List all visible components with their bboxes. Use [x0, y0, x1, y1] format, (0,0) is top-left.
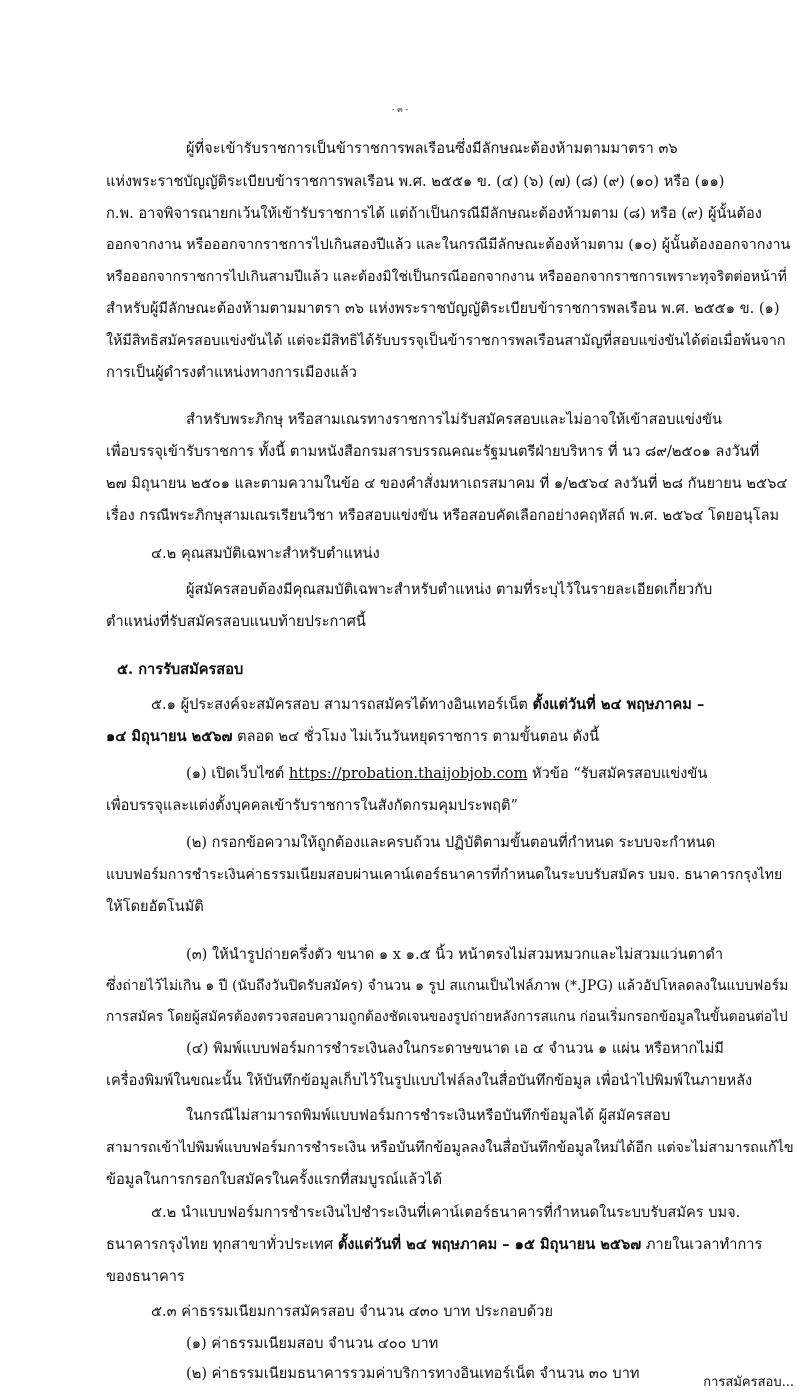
text-run: ภายในเวลาทำการ [641, 1236, 763, 1253]
text-line: ผู้สมัครสอบต้องมีคุณสมบัติเฉพาะสำหรับตำแหน่ง ตามที่ระบุไว้ในรายละเอียดเกี่ยวกับ [186, 581, 713, 598]
text-line: ออกจากงาน หรือออกจากราชการไปเกินสองปีแล้ว และในกรณีมีลักษณะต้องห้ามตาม (๑๐) ผู้นั้นต้องออกจากงาน [106, 237, 791, 253]
text-line: แห่งพระราชบัญญัติระเบียบข้าราชการพลเรือน พ.ศ. ๒๕๕๑ ข. (๔) (๖) (๗) (๘) (๙) (๑๐) หรือ (๑๑) [106, 173, 725, 190]
text-line: แบบฟอร์มการชำระเงินค่าธรรมเนียมสอบผ่านเคาน์เตอร์ธนาคารที่กำหนดในระบบรับสมัคร บมจ. ธนาคารกรุงไทย [106, 867, 783, 883]
text-line: สำหรับผู้มีลักษณะต้องห้ามตามมาตรา ๓๖ แห่งพระราชบัญญัติระเบียบข้าราชการพลเรือน พ.ศ. ๒๕๕๑ ข. (๑) [106, 300, 780, 317]
text-line: ๕.๓ ค่าธรรมเนียมการสมัครสอบ จำนวน ๔๓๐ บาท ประกอบด้วย [151, 1303, 554, 1320]
text-line: ก.พ. อาจพิจารณายกเว้นให้เข้ารับราชการได้ แต่ถ้าเป็นกรณีมีลักษณะต้องห้ามตาม (๘) หรือ (๙) ผู้นั้นต้อง [106, 205, 762, 222]
text-line: เพื่อบรรจุและแต่งตั้งบุคคลเข้ารับราชการในสังกัดกรมคุมประพฤติ” [106, 797, 518, 814]
text-line: ซึ่งถ่ายไว้ไม่เกิน ๑ ปี (นับถึงวันปิดรับสมัคร) จำนวน ๑ รูป สแกนเป็นไฟล์ภาพ (*.JPG) แล้วอัปโหลดลงในแบบฟอร์ม [106, 978, 789, 994]
date-range-bold: ๑๔ มิถุนายน ๒๕๖๗ [106, 728, 233, 745]
text-line [106, 1235, 762, 1255]
text-line: ให้มีสิทธิสมัครสอบแข่งขันได้ แต่จะมีสิทธิได้รับบรรจุเป็นข้าราชการพลเรือนสามัญที่สอบแข่งขันได้ต่อเมื่อพ้นจาก [106, 333, 786, 349]
text-line: สำหรับพระภิกษุ หรือสามเณรทางราชการไม่รับสมัครสอบและไม่อาจให้เข้าสอบแข่งขัน [186, 411, 722, 428]
text-line: ให้โดยอัตโนมัติ [106, 898, 204, 915]
text-line: การสมัคร โดยผู้สมัครต้องตรวจสอบความถูกต้องชัดเจนของรูปถ่ายหลังการสแกน ก่อนเริ่มกรอกข้อมูลในขั้นตอนต่อไป [106, 1009, 788, 1025]
text-line: เครื่องพิมพ์ในขณะนั้น ให้บันทึกข้อมูลเก็บไว้ในรูปแบบไฟล์ลงในสื่อบันทึกข้อมูล เพื่อนำไปพิมพ์ในภายหลัง [106, 1072, 753, 1089]
text-line: หรือออกจากราชการไปเกินสามปีแล้ว และต้องมิใช่เป็นกรณีออกจากงาน หรือออกจากราชการเพราะทุจริตต่อหน้าที่ [106, 269, 787, 285]
text-line: สามารถเข้าไปพิมพ์แบบฟอร์มการชำระเงิน หรือบันทึกข้อมูลลงในสื่อบันทึกข้อมูลใหม่ได้อีก แต่จะไม่สามารถแก้ไข [106, 1140, 794, 1156]
text-line [106, 727, 599, 747]
page-number: - ๓ - [392, 105, 408, 114]
text-line: เพื่อบรรจุเข้ารับราชการ ทั้งนี้ ตามหนังสือกรมสารบรรณคณะรัฐมนตรีฝ่ายบริหาร ที่ นว ๘๙/๒๕๐๑ ลงวันที่ [106, 443, 760, 460]
text-run: ตลอด ๒๔ ชั่วโมง ไม่เว้นวันหยุดราชการ ตามขั้นตอน ดังนี้ [232, 728, 600, 745]
text-line [151, 695, 704, 715]
text-line: ผู้ที่จะเข้ารับราชการเป็นข้าราชการพลเรือนซึ่งมีลักษณะต้องห้ามตามมาตรา ๓๖ [186, 140, 678, 157]
date-range-bold: ตั้งแต่วันที่ ๒๔ พฤษภาคม – ๑๕ มิถุนายน ๒๕๖๗ [337, 1236, 642, 1253]
text-line: ของธนาคาร [106, 1268, 185, 1285]
text-line: ๕.๒ นำแบบฟอร์มการชำระเงินไปชำระเงินที่เคาน์เตอร์ธนาคารที่กำหนดในระบบรับสมัคร บมจ. [151, 1204, 741, 1221]
continuation-marker: การสมัครสอบ... [703, 1375, 794, 1390]
text-line: (๓) ให้นำรูปถ่ายครึ่งตัว ขนาด ๑ x ๑.๕ นิ้ว หน้าตรงไม่สวมหมวกและไม่สวมแว่นตาดำ [186, 946, 724, 963]
text-run: ธนาคารกรุงไทย ทุกสาขาทั่วประเทศ [106, 1236, 338, 1253]
fee-item: (๒) ค่าธรรมเนียมธนาคารรวมค่าบริการทางอินเทอร์เน็ต จำนวน ๓๐ บาท [186, 1365, 640, 1382]
section-heading: ๕. การรับสมัครสอบ [117, 661, 244, 678]
text-line: (๔) พิมพ์แบบฟอร์มการชำระเงินลงในกระดาษขนาด เอ ๔ จำนวน ๑ แผ่น หรือหากไม่มี [186, 1040, 724, 1057]
text-line: ข้อมูลในการกรอกใบสมัครในครั้งแรกที่สมบูรณ์แล้วได้ [106, 1171, 443, 1188]
date-range-bold: ตั้งแต่วันที่ ๒๔ พฤษภาคม – [532, 696, 705, 713]
text-run: ๕.๑ ผู้ประสงค์จะสมัครสอบ สามารถสมัครได้ทางอินเทอร์เน็ต [151, 696, 533, 713]
section-heading: ๔.๒ คุณสมบัติเฉพาะสำหรับตำแหน่ง [151, 545, 380, 562]
text-line [186, 764, 707, 784]
website-link[interactable]: https://probation.thaijobjob.com [288, 765, 528, 782]
text-line: ๒๗ มิถุนายน ๒๕๐๑ และตามความในข้อ ๔ ของคำสั่งมหาเถรสมาคม ที่ ๑/๒๕๖๔ ลงวันที่ ๒๘ กันยายน ๒๕๖๔ [106, 475, 788, 492]
text-line: (๒) กรอกข้อความให้ถูกต้องและครบถ้วน ปฏิบัติตามขั้นตอนที่กำหนด ระบบจะกำหนด [186, 834, 716, 851]
text-line: ตำแหน่งที่รับสมัครสอบแนบท้ายประกาศนี้ [106, 613, 366, 630]
text-line: การเป็นผู้ดำรงตำแหน่งทางการเมืองแล้ว [106, 364, 357, 381]
fee-item: (๑) ค่าธรรมเนียมสอบ จำนวน ๔๐๐ บาท [186, 1335, 439, 1352]
text-run: หัวข้อ “รับสมัครสอบแข่งขัน [527, 765, 708, 782]
text-line: เรื่อง กรณีพระภิกษุสามเณรเรียนวิชา หรือสอบแข่งขัน หรือสอบคัดเลือกอย่างคฤหัสถ์ พ.ศ. ๒๕๖๔ โดยอนุโลม [106, 507, 780, 524]
text-line: ในกรณีไม่สามารถพิมพ์แบบฟอร์มการชำระเงินหรือบันทึกข้อมูลได้ ผู้สมัครสอบ [186, 1107, 671, 1124]
text-run: (๑) เปิดเว็บไซต์ [186, 765, 289, 782]
